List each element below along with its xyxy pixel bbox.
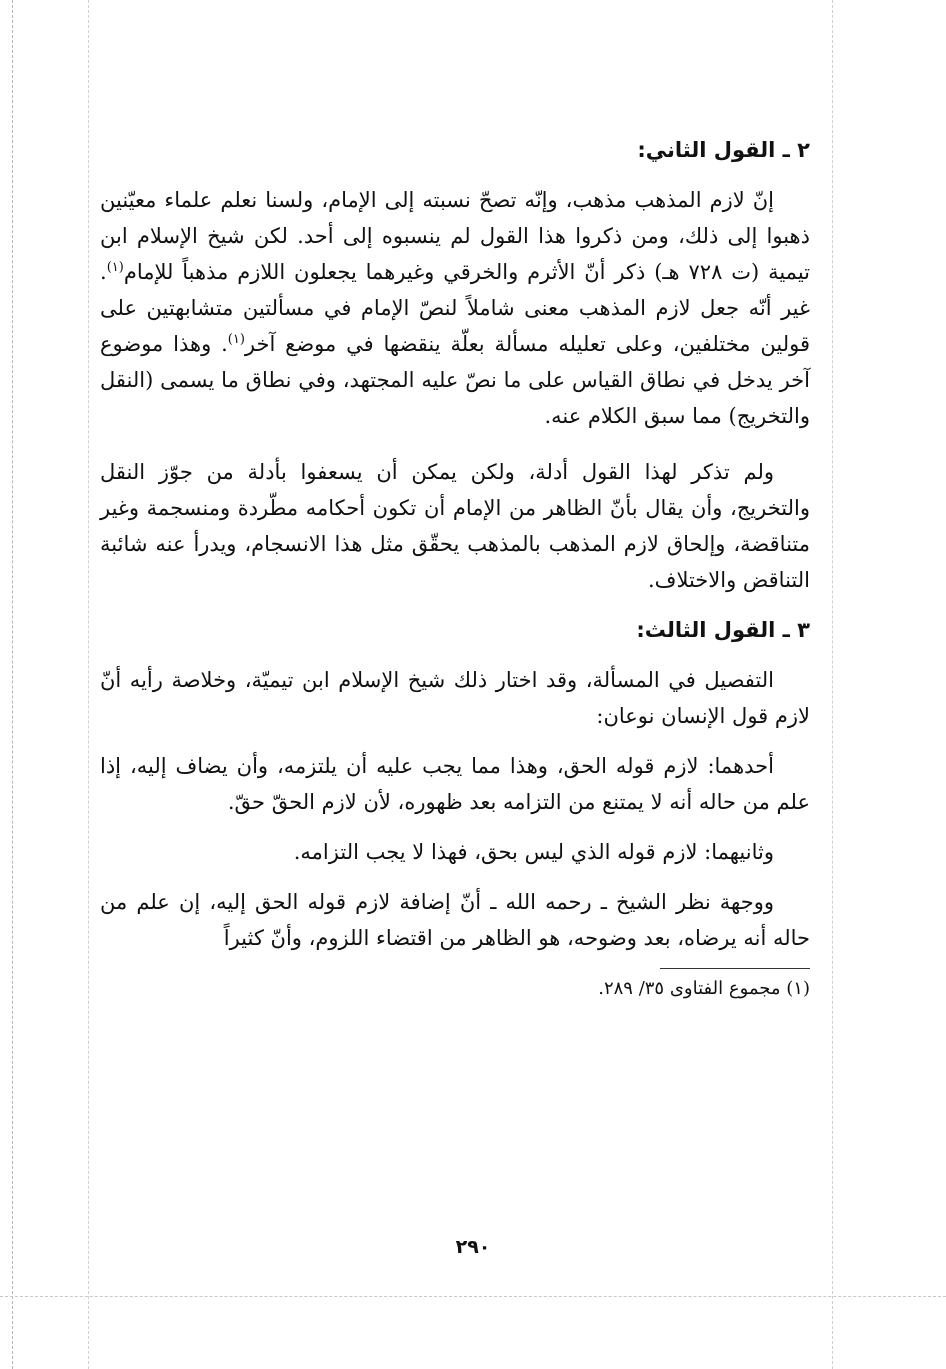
section-2-p1-part-a: إنّ لازم المذهب مذهب، وإنّه تصحّ نسبته إلى الإمام، ولسنا نعلم علماء معيّنين ذهبوا إلى ذلك، ومن ذكروا هذا القول لم ينسبوه إلى أحد. لكن شيخ الإسلام ابن تيمية (ت ٧٢٨ هـ) ذكر أنّ الأثرم والخرقي وغيرهما يجعلون اللازم مذهباً للإمام bbox=[100, 188, 810, 284]
section-3-paragraph-4: ووجهة نظر الشيخ ـ رحمه الله ـ أنّ إضافة لازم قوله الحق إليه، إن علم من حاله أنه يرضاه، بعد وضوحه، هو الظاهر من اقتضاء اللزوم، وأنّ كثيراً bbox=[100, 890, 810, 950]
section-2-paragraph-1 bbox=[100, 182, 810, 434]
section-3-paragraph-1: التفصيل في المسألة، وقد اختار ذلك شيخ الإسلام ابن تيميّة، وخلاصة رأيه أنّ لازم قول الإنسان نوعان: bbox=[100, 668, 810, 728]
section-2-p1-part-c: . وهذا موضوع آخر يدخل في نطاق القياس على ما نصّ عليه المجتهد، وفي نطاق ما يسمى (النقل والتخريج) مما سبق الكلام عنه. bbox=[100, 332, 810, 428]
section-2-paragraph-2: ولم تذكر لهذا القول أدلة، ولكن يمكن أن يسعفوا بأدلة من جوّز النقل والتخريج، وأن يقال بأنّ الظاهر من الإمام أن تكون أحكامه مطّردة ومنسجمة وغير متناقضة، وإلحاق لازم المذهب بالمذهب يحقّق مثل هذا الانسجام، ويدرأ عنه شائبة التناقض والاختلاف. bbox=[100, 460, 810, 592]
scan-margin-line-inner bbox=[88, 0, 89, 1369]
scan-margin-line-left bbox=[12, 0, 13, 1369]
footnote-ref-2: (١) bbox=[227, 332, 245, 347]
footnote-separator bbox=[660, 968, 810, 969]
section-2-heading: ٢ ـ القول الثاني: bbox=[637, 138, 810, 162]
page-body bbox=[100, 132, 810, 1003]
footnote: (١) مجموع الفتاوى ٣٥/ ٢٨٩. bbox=[598, 978, 810, 999]
scan-margin-line-right bbox=[832, 0, 833, 1369]
section-3-paragraph-3: وثانيهما: لازم قوله الذي ليس بحق، فهذا لا يجب التزامه. bbox=[293, 840, 774, 864]
section-2-p1-part-b: . غير أنّه جعل لازم المذهب معنى شاملاً لنصّ الإمام في مسألتين متشابهتين على قولين مختلفين، وعلى تعليله مسألة بعلّة ينقضها في موضع آخر bbox=[100, 260, 810, 356]
page-number: ٢٩٠ bbox=[455, 1236, 491, 1258]
footnote-ref-1: (١) bbox=[106, 260, 124, 275]
section-3-heading: ٣ ـ القول الثالث: bbox=[636, 618, 810, 642]
section-3-paragraph-2: أحدهما: لازم قوله الحق، وهذا مما يجب عليه أن يلتزمه، وأن يضاف إليه، إذا علم من حاله أنه لا يمتنع من التزامه بعد ظهوره، لأن لازم الحقّ حقّ. bbox=[100, 754, 810, 814]
scan-margin-line-bottom bbox=[0, 1296, 946, 1297]
